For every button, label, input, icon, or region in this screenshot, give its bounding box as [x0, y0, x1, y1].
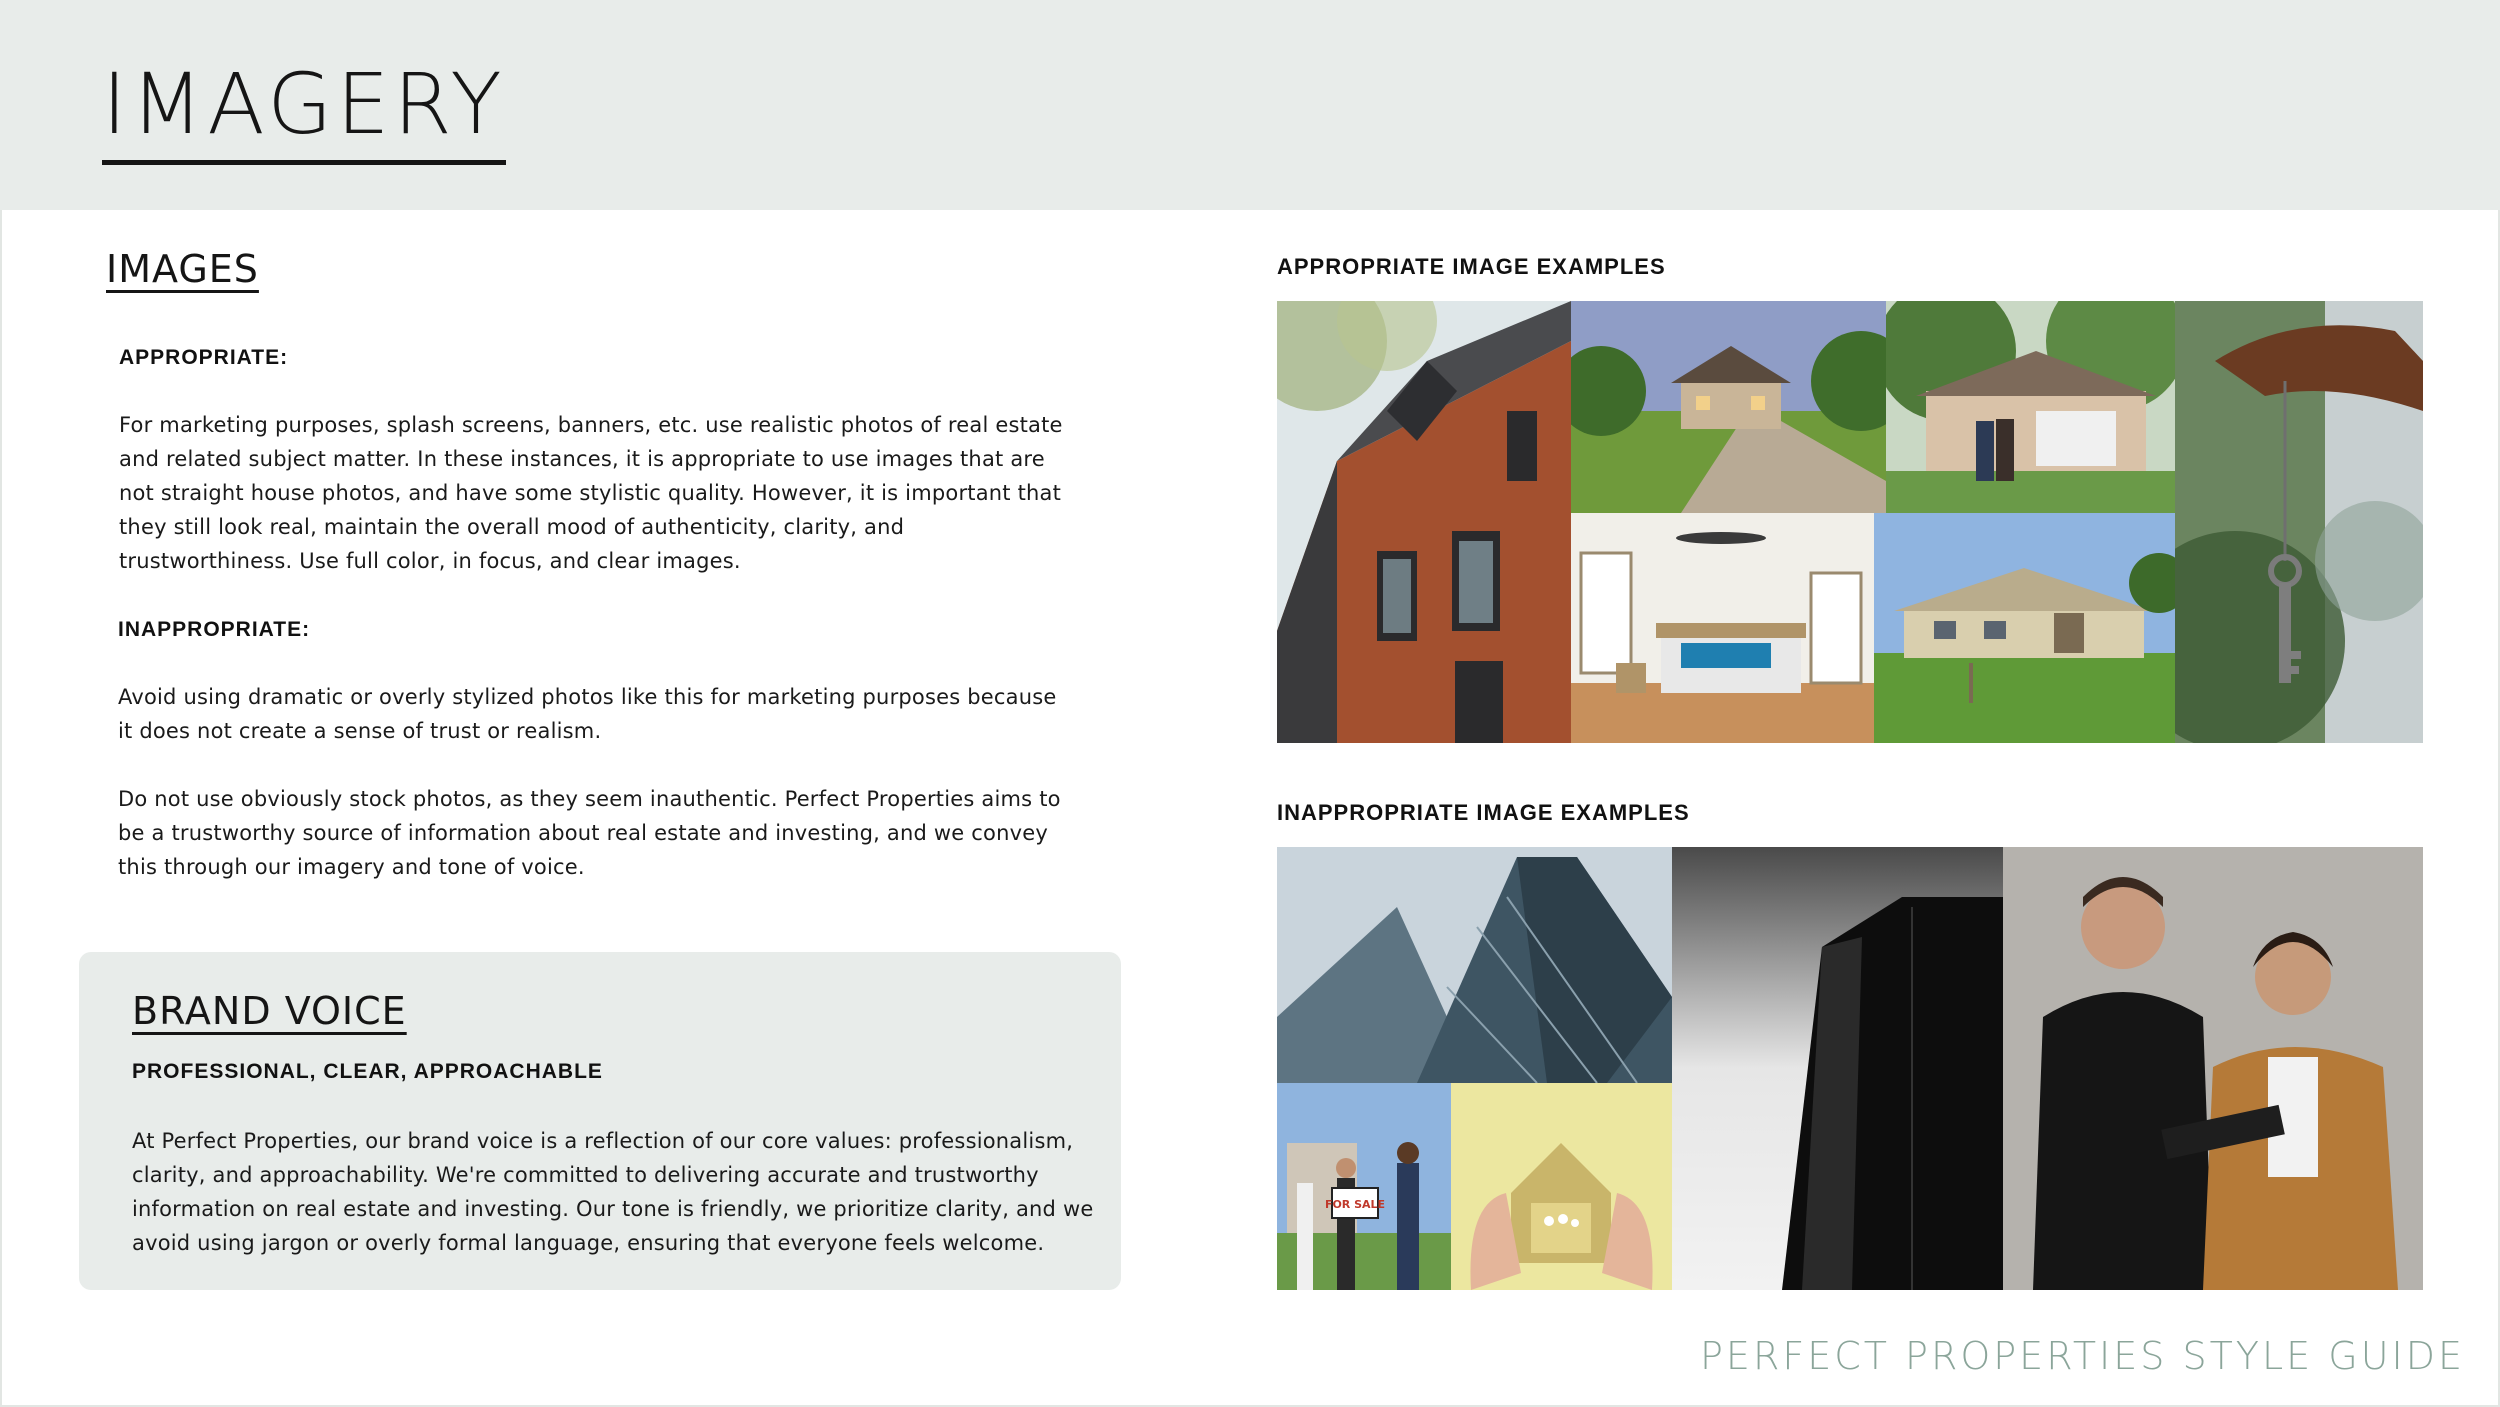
appropriate-label: APPROPRIATE: — [119, 346, 289, 369]
footer-brand-text: PERFECT PROPERTIES STYLE GUIDE — [1700, 1334, 2465, 1378]
glass-skyscraper-photo — [1277, 847, 1672, 1083]
header-band — [0, 0, 2500, 210]
hands-house-icon-photo — [1451, 1083, 1672, 1290]
for-sale-sign: FOR SALE — [1324, 1198, 1386, 1211]
appropriate-image-collage — [1277, 301, 2423, 743]
inappropriate-label: INAPPROPRIATE: — [118, 618, 311, 641]
images-heading: IMAGES — [106, 247, 259, 291]
inappropriate-text-1: Avoid using dramatic or overly stylized photos like this for marketing purposes because it does not create a sense of trust or realism. — [118, 685, 1057, 743]
inappropriate-text-2: Do not use obviously stock photos, as they seem inauthentic. Perfect Properties aims to be a trustworthy source of information about real estate and investing, and we convey this through our imagery and tone of voice. — [118, 787, 1061, 879]
inappropriate-examples-label: INAPPROPRIATE IMAGE EXAMPLES — [1277, 800, 1690, 825]
inappropriate-image-collage — [1277, 847, 2423, 1290]
stock-business-couple-photo — [2003, 847, 2423, 1290]
appropriate-examples-label: APPROPRIATE IMAGE EXAMPLES — [1277, 254, 1666, 279]
brick-townhouse-photo — [1277, 301, 1571, 743]
brand-voice-card — [79, 952, 1121, 1290]
house-keys-photo — [2175, 301, 2423, 743]
brand-voice-heading: BRAND VOICE — [132, 989, 407, 1033]
ranch-house-photo — [1874, 513, 2175, 743]
bedroom-interior-photo — [1571, 513, 1874, 743]
couple-house-photo — [1886, 301, 2175, 513]
page-title: IMAGERY — [102, 62, 506, 165]
brand-voice-subheading: PROFESSIONAL, CLEAR, APPROACHABLE — [132, 1060, 603, 1083]
for-sale-handshake-photo — [1277, 1083, 1451, 1290]
appropriate-text: For marketing purposes, splash screens, banners, etc. use realistic photos of real estate and related subject matter. In these instances, it is appropriate to use images that are not straight house photos, and have some stylistic quality. However, it is important that they still look real, maintain the overall mood of authenticity, clarity, and trustworthiness. Use full color, in focus, and clear images. — [119, 413, 1063, 573]
dark-building-photo — [1672, 847, 2003, 1290]
house-exterior-photo — [1571, 301, 1886, 513]
brand-voice-text: At Perfect Properties, our brand voice is a reflection of our core values: professionalism, clarity, and approachability. We're committed to delivering accurate and trustworthy information on real estate and investing. Our tone is friendly, we prioritize clarity, and we avoid using jargon or overly formal language, ensuring that everyone feels welcome. — [132, 1129, 1094, 1255]
